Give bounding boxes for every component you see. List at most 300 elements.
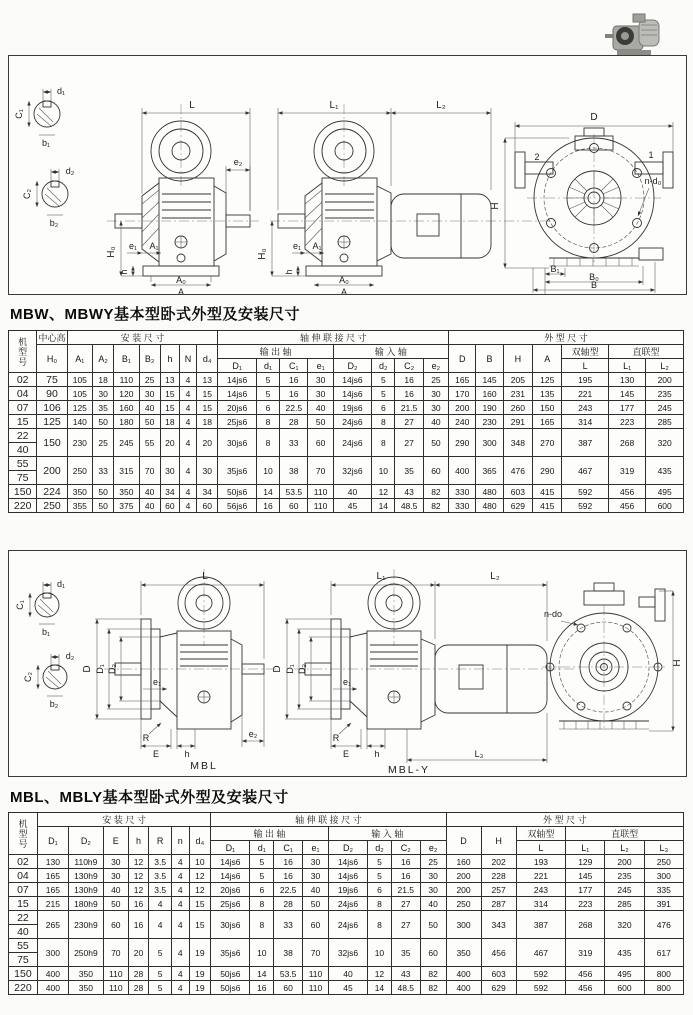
value-cell: 16 bbox=[128, 911, 149, 939]
col-e2: e₂ bbox=[420, 841, 446, 855]
flange-label-2: 2 bbox=[534, 152, 540, 162]
caption-mbl: MBL bbox=[190, 760, 218, 772]
model-cell: 40 bbox=[9, 443, 37, 457]
model-cell: 07 bbox=[9, 883, 38, 897]
col-h: h bbox=[128, 827, 149, 855]
value-cell: 105 bbox=[67, 373, 92, 387]
value-cell: 40 bbox=[423, 415, 448, 429]
value-cell: 10 bbox=[256, 457, 279, 485]
value-cell: 82 bbox=[423, 499, 448, 513]
value-cell: 330 bbox=[449, 485, 476, 499]
dim-label-d2: d₂ bbox=[65, 651, 75, 661]
value-cell: 35js6 bbox=[211, 939, 250, 967]
value-cell: 24js6 bbox=[333, 429, 371, 457]
value-cell: 50 bbox=[103, 897, 128, 911]
value-cell: 10 bbox=[368, 939, 392, 967]
value-cell: 19js6 bbox=[328, 883, 367, 897]
dim-label-D: D bbox=[590, 112, 598, 123]
value-cell: 110 bbox=[103, 981, 128, 995]
value-cell: 240 bbox=[449, 415, 476, 429]
value-cell: 16 bbox=[274, 855, 303, 869]
model-cell: 15 bbox=[9, 897, 38, 911]
value-cell: 200 bbox=[37, 457, 67, 485]
value-cell: 4 bbox=[149, 897, 172, 911]
value-cell: 4 bbox=[172, 911, 190, 939]
table-row bbox=[9, 897, 684, 911]
dim-label-C2: C₂ bbox=[23, 672, 33, 682]
value-cell: 343 bbox=[481, 911, 516, 939]
value-cell: 202 bbox=[481, 855, 516, 869]
col-C1: C₁ bbox=[274, 841, 303, 855]
value-cell: 82 bbox=[420, 981, 446, 995]
value-cell: 20 bbox=[160, 429, 179, 457]
value-cell: 13 bbox=[197, 373, 218, 387]
value-cell: 235 bbox=[646, 387, 684, 401]
value-cell: 14 bbox=[256, 485, 279, 499]
value-cell: 60 bbox=[303, 911, 329, 939]
col-D1: D₁ bbox=[37, 827, 68, 855]
value-cell: 4 bbox=[172, 897, 190, 911]
value-cell: 38 bbox=[280, 457, 308, 485]
value-cell: 221 bbox=[562, 387, 609, 401]
value-cell: 480 bbox=[476, 499, 503, 513]
value-cell: 48.5 bbox=[395, 499, 423, 513]
value-cell: 60 bbox=[103, 911, 128, 939]
value-cell: 12 bbox=[372, 485, 395, 499]
dim-label-A0: A₀ bbox=[176, 275, 186, 285]
value-cell: 50 bbox=[308, 415, 333, 429]
value-cell: 35 bbox=[391, 939, 420, 967]
value-cell: 170 bbox=[449, 387, 476, 401]
col-A2: A₂ bbox=[92, 345, 113, 373]
col-H: H bbox=[481, 827, 516, 855]
value-cell: 14js6 bbox=[211, 869, 250, 883]
value-cell: 16 bbox=[250, 981, 274, 995]
col-d1: d₁ bbox=[250, 841, 274, 855]
value-cell: 40 bbox=[103, 883, 128, 897]
dim-label-B: B bbox=[590, 280, 598, 290]
value-cell: 250 bbox=[67, 457, 92, 485]
value-cell: 250 bbox=[446, 897, 481, 911]
table-row bbox=[9, 429, 684, 443]
value-cell: 60 bbox=[274, 981, 303, 995]
value-cell: 50 bbox=[303, 897, 329, 911]
col-d4: d₄ bbox=[197, 345, 218, 373]
value-cell: 4 bbox=[179, 387, 196, 401]
value-cell: 365 bbox=[476, 457, 503, 485]
value-cell: 12 bbox=[128, 883, 149, 897]
dim-label-H: H bbox=[672, 659, 683, 667]
dim-label-ndo: n-d₀ bbox=[644, 176, 662, 186]
dim-label-A1: A₁ bbox=[149, 241, 159, 251]
value-cell: 250h9 bbox=[68, 939, 103, 967]
model-cell: 150 bbox=[9, 967, 38, 981]
dim-label-L: L bbox=[202, 571, 208, 582]
table-row bbox=[9, 981, 684, 995]
value-cell: 400 bbox=[37, 981, 68, 995]
value-cell: 200 bbox=[605, 855, 644, 869]
col-A1: A₁ bbox=[67, 345, 92, 373]
value-cell: 391 bbox=[644, 897, 683, 911]
dim-label-D1: D₁ bbox=[285, 664, 295, 674]
dim-label-B1: B₁ bbox=[550, 264, 560, 274]
dim-label-A0: A₀ bbox=[339, 275, 349, 285]
col-d2: d₂ bbox=[372, 359, 395, 373]
value-cell: 40 bbox=[139, 499, 160, 513]
model-cell: 22 bbox=[9, 911, 38, 925]
model-cell: 15 bbox=[9, 415, 37, 429]
section-heading-mbl: MBL、MBLY基本型卧式外型及安装尺寸 bbox=[10, 789, 289, 806]
value-cell: 50js6 bbox=[218, 485, 256, 499]
dim-label-h: h bbox=[184, 749, 190, 759]
value-cell: 5 bbox=[256, 373, 279, 387]
value-cell: 230 bbox=[67, 429, 92, 457]
value-cell: 25 bbox=[420, 855, 446, 869]
value-cell: 60 bbox=[308, 429, 333, 457]
value-cell: 105 bbox=[67, 387, 92, 401]
value-cell: 290 bbox=[449, 429, 476, 457]
value-cell: 435 bbox=[605, 939, 644, 967]
value-cell: 257 bbox=[481, 883, 516, 897]
value-cell: 592 bbox=[516, 967, 566, 981]
value-cell: 350 bbox=[68, 967, 103, 981]
value-cell: 20 bbox=[128, 939, 149, 967]
value-cell: 130h9 bbox=[68, 883, 103, 897]
dim-label-e1: e₁ bbox=[128, 241, 138, 251]
model-cell: 02 bbox=[9, 373, 37, 387]
value-cell: 6 bbox=[256, 401, 279, 415]
table-row bbox=[9, 373, 684, 387]
value-cell: 314 bbox=[562, 415, 609, 429]
value-cell: 290 bbox=[533, 457, 562, 485]
value-cell: 268 bbox=[608, 429, 645, 457]
dim-label-C1: C₁ bbox=[14, 109, 24, 119]
value-cell: 5 bbox=[372, 373, 395, 387]
table-row bbox=[9, 401, 684, 415]
col-e2: e₂ bbox=[423, 359, 448, 373]
value-cell: 177 bbox=[566, 883, 605, 897]
value-cell: 603 bbox=[503, 485, 532, 499]
value-cell: 495 bbox=[605, 967, 644, 981]
value-cell: 18 bbox=[160, 415, 179, 429]
value-cell: 70 bbox=[139, 457, 160, 485]
mbw-rear-view bbox=[490, 112, 673, 294]
header-dual-shaft: 双轴型 bbox=[516, 827, 566, 841]
dim-label-E: E bbox=[152, 749, 160, 759]
value-cell: 27 bbox=[391, 897, 420, 911]
value-cell: 40 bbox=[420, 897, 446, 911]
dim-label-L3: L₃ bbox=[474, 749, 484, 759]
value-cell: 14js6 bbox=[333, 373, 371, 387]
value-cell: 50 bbox=[92, 485, 113, 499]
value-cell: 30 bbox=[139, 387, 160, 401]
value-cell: 25js6 bbox=[218, 415, 256, 429]
value-cell: 319 bbox=[608, 457, 645, 485]
value-cell: 35js6 bbox=[218, 457, 256, 485]
mbly-front-view bbox=[272, 569, 574, 776]
value-cell: 435 bbox=[646, 457, 684, 485]
value-cell: 19js6 bbox=[333, 401, 371, 415]
value-cell: 15 bbox=[197, 401, 218, 415]
value-cell: 50js6 bbox=[211, 981, 250, 995]
model-cell: 04 bbox=[9, 869, 38, 883]
value-cell: 603 bbox=[481, 967, 516, 981]
col-L2: L₂ bbox=[605, 841, 644, 855]
value-cell: 110 bbox=[303, 981, 329, 995]
value-cell: 629 bbox=[503, 499, 532, 513]
dim-label-C2: C₂ bbox=[22, 189, 32, 199]
value-cell: 40 bbox=[303, 883, 329, 897]
value-cell: 221 bbox=[516, 869, 566, 883]
value-cell: 30 bbox=[420, 869, 446, 883]
value-cell: 3.5 bbox=[149, 883, 172, 897]
value-cell: 16 bbox=[256, 499, 279, 513]
value-cell: 5 bbox=[149, 981, 172, 995]
table-row bbox=[9, 911, 684, 925]
table-row bbox=[9, 855, 684, 869]
col-D2: D₂ bbox=[68, 827, 103, 855]
value-cell: 20js6 bbox=[211, 883, 250, 897]
value-cell: 190 bbox=[476, 401, 503, 415]
value-cell: 75 bbox=[37, 373, 67, 387]
dim-label-B0: B₀ bbox=[589, 272, 599, 282]
value-cell: 45 bbox=[328, 981, 367, 995]
value-cell: 70 bbox=[103, 939, 128, 967]
value-cell: 291 bbox=[503, 415, 532, 429]
value-cell: 15 bbox=[189, 897, 211, 911]
value-cell: 350 bbox=[114, 485, 139, 499]
value-cell: 40 bbox=[139, 485, 160, 499]
value-cell: 10 bbox=[250, 939, 274, 967]
value-cell: 19 bbox=[189, 939, 211, 967]
value-cell: 4 bbox=[172, 855, 190, 869]
value-cell: 223 bbox=[566, 897, 605, 911]
value-cell: 35 bbox=[395, 457, 423, 485]
value-cell: 260 bbox=[503, 401, 532, 415]
value-cell: 150 bbox=[37, 429, 67, 457]
value-cell: 476 bbox=[644, 911, 683, 939]
value-cell: 125 bbox=[37, 415, 67, 429]
value-cell: 34 bbox=[160, 485, 179, 499]
dim-label-e1: e₁ bbox=[342, 677, 352, 687]
value-cell: 28 bbox=[280, 415, 308, 429]
dim-label-A1: A₁ bbox=[312, 241, 322, 251]
header-install-dims: 安 装 尺 寸 bbox=[67, 331, 218, 345]
value-cell: 4 bbox=[179, 415, 196, 429]
value-cell: 19 bbox=[189, 967, 211, 981]
value-cell: 16 bbox=[391, 869, 420, 883]
value-cell: 30 bbox=[197, 457, 218, 485]
value-cell: 160 bbox=[476, 387, 503, 401]
value-cell: 14js6 bbox=[333, 387, 371, 401]
value-cell: 140 bbox=[67, 415, 92, 429]
value-cell: 265 bbox=[37, 911, 68, 939]
col-R: R bbox=[149, 827, 172, 855]
dim-label-D1: D₁ bbox=[95, 664, 105, 674]
value-cell: 14js6 bbox=[218, 373, 256, 387]
value-cell: 14js6 bbox=[218, 387, 256, 401]
value-cell: 15 bbox=[197, 387, 218, 401]
dim-label-e2: e₂ bbox=[233, 157, 243, 167]
table-row bbox=[9, 387, 684, 401]
dim-label-H0: H₀ bbox=[106, 246, 117, 258]
value-cell: 160 bbox=[114, 401, 139, 415]
col-D: D bbox=[449, 345, 476, 373]
value-cell: 4 bbox=[179, 429, 196, 457]
value-cell: 50 bbox=[423, 429, 448, 457]
dim-label-R: R bbox=[142, 733, 150, 743]
header-machine-type: 机型号 bbox=[9, 331, 37, 373]
value-cell: 82 bbox=[423, 485, 448, 499]
value-cell: 4 bbox=[179, 457, 196, 485]
shaft-section-detail-input bbox=[23, 651, 75, 709]
value-cell: 48.5 bbox=[391, 981, 420, 995]
value-cell: 200 bbox=[449, 401, 476, 415]
table-row bbox=[9, 869, 684, 883]
value-cell: 82 bbox=[420, 967, 446, 981]
value-cell: 120 bbox=[114, 387, 139, 401]
mbl-dimensions-table bbox=[8, 812, 684, 995]
value-cell: 355 bbox=[67, 499, 92, 513]
value-cell: 476 bbox=[503, 457, 532, 485]
col-B1: B₁ bbox=[114, 345, 139, 373]
col-e1: e₁ bbox=[303, 841, 329, 855]
value-cell: 145 bbox=[608, 387, 645, 401]
value-cell: 8 bbox=[368, 911, 392, 939]
value-cell: 30js6 bbox=[211, 911, 250, 939]
value-cell: 60 bbox=[197, 499, 218, 513]
dim-label-L1: L₁ bbox=[376, 571, 386, 582]
header-direct-coupled: 直联型 bbox=[566, 827, 684, 841]
value-cell: 8 bbox=[250, 911, 274, 939]
value-cell: 600 bbox=[605, 981, 644, 995]
dim-label-ndo: n-do bbox=[543, 609, 563, 619]
col-d4: d₄ bbox=[189, 827, 211, 855]
value-cell: 45 bbox=[333, 499, 371, 513]
header-install-dims: 安 装 尺 寸 bbox=[37, 813, 210, 827]
dim-label-R: R bbox=[332, 733, 340, 743]
value-cell: 60 bbox=[420, 939, 446, 967]
dim-label-h: h bbox=[284, 269, 294, 275]
mbw-dimensions-table bbox=[8, 330, 684, 513]
model-cell: 220 bbox=[9, 981, 38, 995]
col-sD2: D₂ bbox=[328, 841, 367, 855]
header-output-shaft: 输 出 轴 bbox=[211, 827, 329, 841]
value-cell: 456 bbox=[566, 967, 605, 981]
table-row bbox=[9, 415, 684, 429]
value-cell: 30 bbox=[303, 855, 329, 869]
value-cell: 40 bbox=[139, 401, 160, 415]
table-row bbox=[9, 457, 684, 471]
dim-label-D: D bbox=[82, 665, 93, 673]
value-cell: 60 bbox=[160, 499, 179, 513]
value-cell: 230 bbox=[476, 415, 503, 429]
dim-label-L: L bbox=[189, 100, 195, 111]
value-cell: 16 bbox=[128, 897, 149, 911]
value-cell: 135 bbox=[533, 387, 562, 401]
dim-label-A: A bbox=[177, 287, 185, 294]
value-cell: 245 bbox=[605, 883, 644, 897]
value-cell: 16 bbox=[280, 387, 308, 401]
value-cell: 14js6 bbox=[328, 855, 367, 869]
value-cell: 193 bbox=[516, 855, 566, 869]
value-cell: 30 bbox=[103, 869, 128, 883]
col-L1: L₁ bbox=[566, 841, 605, 855]
value-cell: 32js6 bbox=[333, 457, 371, 485]
dim-label-E: E bbox=[342, 749, 350, 759]
value-cell: 400 bbox=[37, 967, 68, 981]
value-cell: 21.5 bbox=[395, 401, 423, 415]
value-cell: 330 bbox=[449, 499, 476, 513]
value-cell: 300 bbox=[37, 939, 68, 967]
value-cell: 106 bbox=[37, 401, 67, 415]
value-cell: 250 bbox=[37, 499, 67, 513]
value-cell: 43 bbox=[395, 485, 423, 499]
value-cell: 27 bbox=[391, 911, 420, 939]
col-L2: L₂ bbox=[646, 359, 684, 373]
section-heading-mbw: MBW、MBWY基本型卧式外型及安装尺寸 bbox=[10, 306, 300, 323]
value-cell: 5 bbox=[256, 387, 279, 401]
model-cell: 150 bbox=[9, 485, 37, 499]
value-cell: 24js6 bbox=[333, 415, 371, 429]
value-cell: 387 bbox=[516, 911, 566, 939]
product-photo bbox=[603, 8, 665, 60]
value-cell: 50js6 bbox=[211, 967, 250, 981]
dim-label-e1: e₁ bbox=[292, 241, 302, 251]
value-cell: 30 bbox=[160, 457, 179, 485]
caption-mbly: MBL-Y bbox=[387, 764, 431, 776]
value-cell: 14 bbox=[372, 499, 395, 513]
header-input-shaft: 输 入 轴 bbox=[333, 345, 448, 359]
value-cell: 25 bbox=[423, 373, 448, 387]
value-cell: 200 bbox=[446, 883, 481, 897]
table-row bbox=[9, 967, 684, 981]
mbwy-front-view bbox=[257, 100, 560, 294]
value-cell: 245 bbox=[114, 429, 139, 457]
model-cell: 04 bbox=[9, 387, 37, 401]
value-cell: 165 bbox=[449, 373, 476, 387]
value-cell: 617 bbox=[644, 939, 683, 967]
value-cell: 592 bbox=[562, 485, 609, 499]
value-cell: 8 bbox=[250, 897, 274, 911]
value-cell: 20js6 bbox=[218, 401, 256, 415]
value-cell: 40 bbox=[308, 401, 333, 415]
value-cell: 400 bbox=[446, 967, 481, 981]
header-outline-dims: 外 型 尺 寸 bbox=[449, 331, 684, 345]
model-cell: 75 bbox=[9, 471, 37, 485]
value-cell: 300 bbox=[476, 429, 503, 457]
dim-label-H: H bbox=[490, 202, 501, 210]
header-shaft-dims: 轴 伸 联 接 尺 寸 bbox=[218, 331, 449, 345]
col-e1: e₁ bbox=[308, 359, 333, 373]
value-cell: 335 bbox=[644, 883, 683, 897]
value-cell: 110 bbox=[303, 967, 329, 981]
value-cell: 4 bbox=[172, 869, 190, 883]
dim-label-h: h bbox=[119, 269, 129, 275]
value-cell: 243 bbox=[562, 401, 609, 415]
value-cell: 30 bbox=[423, 401, 448, 415]
value-cell: 16 bbox=[395, 373, 423, 387]
value-cell: 215 bbox=[37, 897, 68, 911]
value-cell: 5 bbox=[372, 387, 395, 401]
value-cell: 16 bbox=[280, 373, 308, 387]
value-cell: 14 bbox=[250, 967, 274, 981]
value-cell: 285 bbox=[646, 415, 684, 429]
col-A: A bbox=[533, 345, 562, 373]
value-cell: 34 bbox=[197, 485, 218, 499]
value-cell: 245 bbox=[646, 401, 684, 415]
col-H: H bbox=[503, 345, 532, 373]
